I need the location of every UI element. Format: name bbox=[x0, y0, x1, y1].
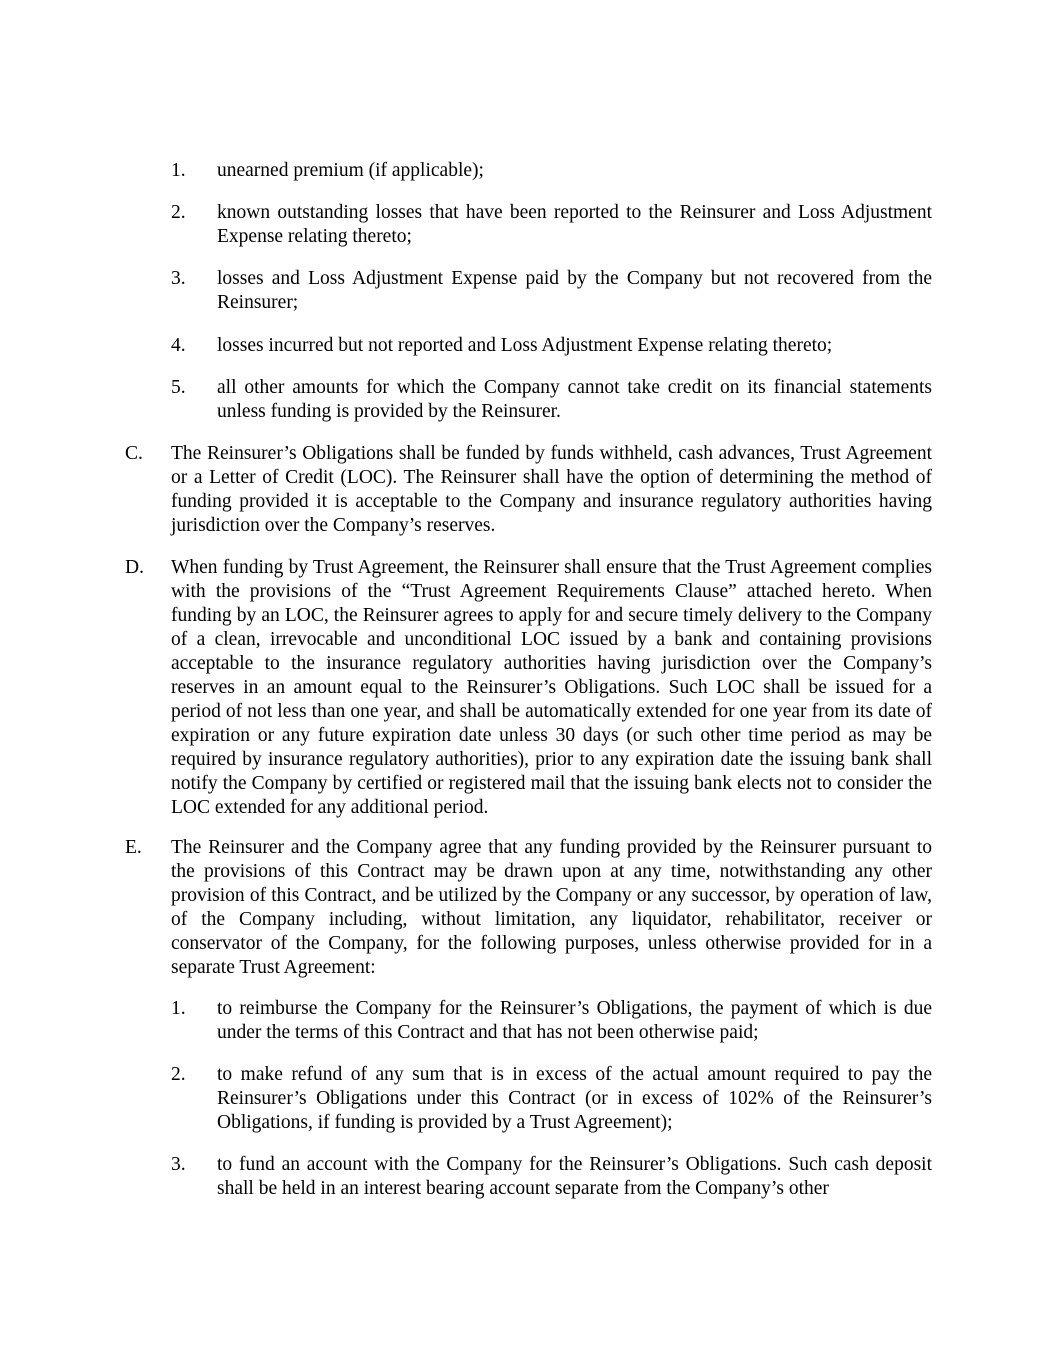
section-letter: D. bbox=[125, 557, 144, 578]
list-item-number: 1. bbox=[171, 998, 186, 1019]
list-item-number: 2. bbox=[171, 202, 186, 223]
list-item-text: losses and Loss Adjustment Expense paid by the Company but not recovered from the Reinsurer; bbox=[217, 268, 932, 313]
list-item bbox=[171, 201, 932, 249]
list-item-number: 1. bbox=[171, 160, 186, 181]
list-item-text: to reimburse the Company for the Reinsurer’s Obligations, the payment of which is due under the terms of this Contract and that has not been otherwise paid; bbox=[217, 998, 932, 1043]
list-item-number: 3. bbox=[171, 1154, 186, 1175]
list-item-number: 5. bbox=[171, 377, 186, 398]
list-item bbox=[171, 376, 932, 424]
list-item bbox=[171, 334, 932, 358]
section-text: The Reinsurer’s Obligations shall be funded by funds withheld, cash advances, Trust Agreement or a Letter of Credit (LOC). The Reinsurer shall have the option of determining the method of funding provided it is acceptable to the Company and insurance regulatory authorities having jurisdiction over the Company’s reserves. bbox=[171, 443, 932, 536]
list-item-number: 4. bbox=[171, 335, 186, 356]
list-item bbox=[171, 997, 932, 1045]
section-letter: C. bbox=[125, 443, 143, 464]
list-item-text: losses incurred but not reported and Loss Adjustment Expense relating thereto; bbox=[217, 335, 833, 356]
section-paragraph bbox=[125, 442, 932, 538]
list-item-text: all other amounts for which the Company cannot take credit on its financial statements unless funding is provided by the Reinsurer. bbox=[217, 377, 932, 422]
list-item-text: unearned premium (if applicable); bbox=[217, 160, 484, 181]
list-item bbox=[171, 1153, 932, 1201]
list-item bbox=[171, 267, 932, 315]
list-item-number: 3. bbox=[171, 268, 186, 289]
section-letter: E. bbox=[125, 837, 142, 858]
list-item-text: known outstanding losses that have been reported to the Reinsurer and Loss Adjustment Expense relating thereto; bbox=[217, 202, 932, 247]
list-item bbox=[171, 1063, 932, 1135]
list-item-text: to make refund of any sum that is in excess of the actual amount required to pay the Reinsurer’s Obligations under this Contract (or in excess of 102% of the Reinsurer’s Obligations, if funding is provided by a Trust Agreement); bbox=[217, 1064, 932, 1133]
list-item bbox=[171, 159, 932, 183]
section-paragraph bbox=[125, 836, 932, 980]
section-paragraph bbox=[125, 556, 932, 820]
list-item-text: to fund an account with the Company for the Reinsurer’s Obligations. Such cash deposit shall be held in an interest bearing account separate from the Company’s other bbox=[217, 1154, 932, 1199]
section-text: The Reinsurer and the Company agree that any funding provided by the Reinsurer pursuant to the provisions of this Contract may be drawn upon at any time, notwithstanding any other provision of this Contract, and be utilized by the Company or any successor, by operation of law, of the Company including, without limitation, any liquidator, rehabilitator, receiver or conservator of the Company, for the following purposes, unless otherwise provided for in a separate Trust Agreement: bbox=[171, 837, 932, 978]
list-item-number: 2. bbox=[171, 1064, 186, 1085]
section-text: When funding by Trust Agreement, the Reinsurer shall ensure that the Trust Agreement complies with the provisions of the “Trust Agreement Requirements Clause” attached hereto. When funding by an LOC, the Reinsurer agrees to apply for and secure timely delivery to the Company of a clean, irrevocable and unconditional LOC issued by a bank and containing provisions acceptable to the insurance regulatory authorities having jurisdiction over the Company’s reserves in an amount equal to the Reinsurer’s Obligations. Such LOC shall be issued for a period of not less than one year, and shall be automatically extended for one year from its date of expiration or any future expiration date unless 30 days (or such other time period as may be required by insurance regulatory authorities), prior to any expiration date the issuing bank shall notify the Company by certified or registered mail that the issuing bank elects not to consider the LOC extended for any additional period. bbox=[171, 557, 932, 818]
